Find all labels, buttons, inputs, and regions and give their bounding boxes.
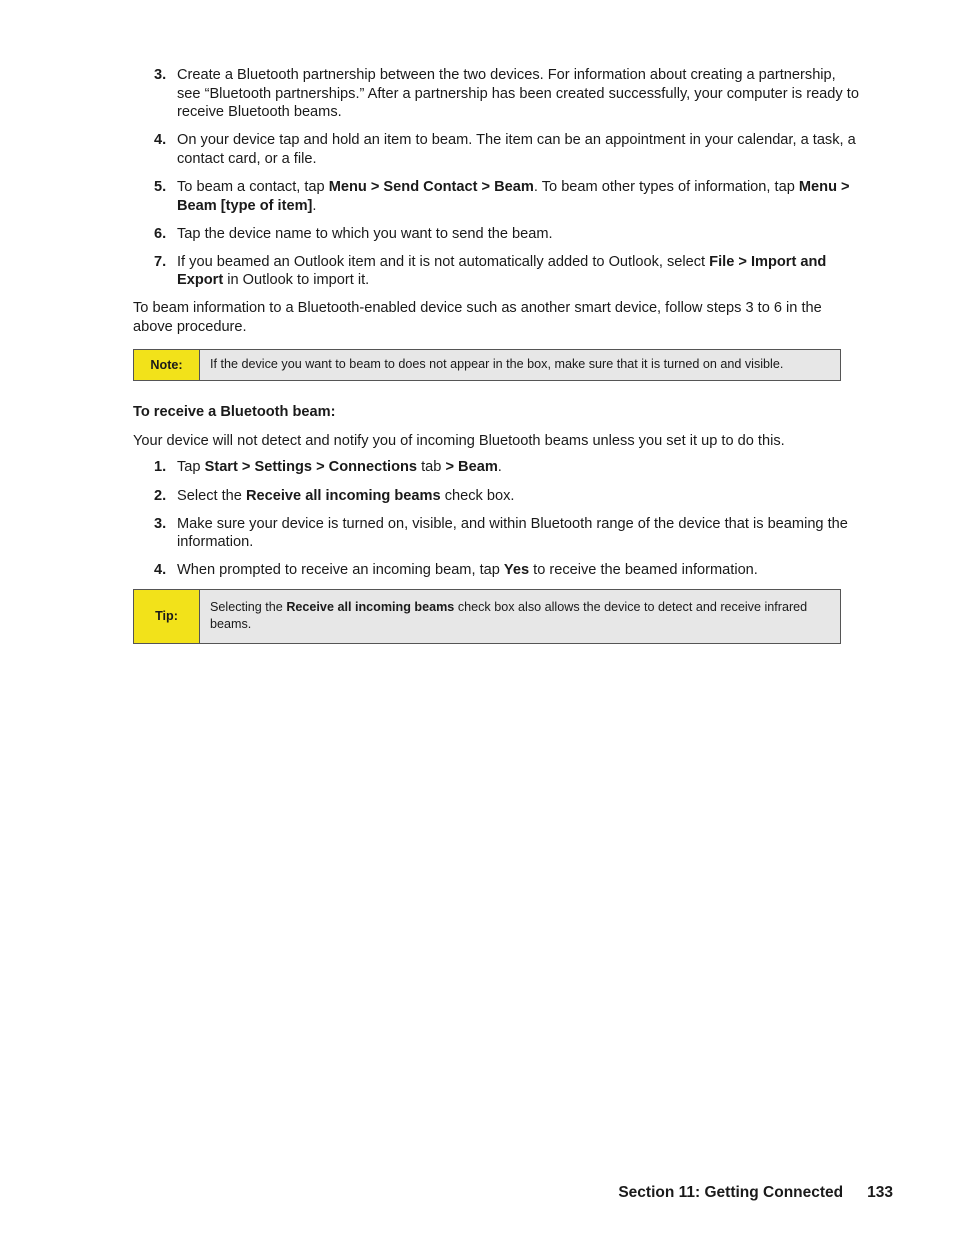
footer-section-title: Section 11: Getting Connected <box>618 1184 844 1201</box>
text-run: in Outlook to import it. <box>223 272 370 289</box>
list-item <box>133 178 859 215</box>
note-label: Note: <box>134 350 200 381</box>
list-item <box>133 131 859 168</box>
bold-text: Yes <box>503 562 530 579</box>
bold-text: Start > Settings > Connections <box>204 459 418 476</box>
step-number: 2. <box>154 487 167 504</box>
text-run: to receive the beamed information. <box>529 562 758 579</box>
tip-callout <box>133 589 841 643</box>
bold-text: Receive all incoming beams <box>245 487 441 504</box>
bold-text: Menu > Send Contact > Beam <box>328 178 534 195</box>
page-footer <box>560 1183 893 1203</box>
bold-text: File > Import and Export <box>177 253 827 289</box>
step-number: 3. <box>154 67 167 83</box>
text-run: On your device tap and hold an item to beam. The item can be an appointment in your calendar, a task, a contact card, or a file. <box>177 132 856 167</box>
text-run: Make sure your device is turned on, visible, and within Bluetooth range of the device that is beaming the information. <box>177 515 848 551</box>
step-number: 4. <box>154 562 167 579</box>
list-item <box>133 561 859 580</box>
tip-label: Tip: <box>134 590 200 642</box>
list-item <box>133 225 859 244</box>
list-item <box>133 487 859 506</box>
list-item <box>133 66 859 122</box>
beam-steps-list <box>133 66 859 290</box>
text-run: If you beamed an Outlook item and it is not automatically added to Outlook, select <box>177 253 710 270</box>
text-run: Tap <box>177 459 205 476</box>
tip-text <box>200 590 840 642</box>
step-number: 1. <box>154 459 167 476</box>
text-run: check box. <box>440 487 515 504</box>
step-number: 7. <box>154 253 167 270</box>
text-run: Tap the device name to which you want to send the beam. <box>177 225 553 242</box>
note-text: If the device you want to beam to does not appear in the box, make sure that it is turned on and visible. <box>210 356 784 371</box>
step-number: 5. <box>154 178 167 195</box>
step-number: 4. <box>154 132 167 149</box>
page-number: 133 <box>867 1184 893 1201</box>
text-run: check box also allows the device to detect and receive infrared beams. <box>210 600 808 631</box>
list-item <box>133 458 859 477</box>
bold-text: Receive all incoming beams <box>286 600 455 615</box>
text-run: . <box>312 197 317 214</box>
beam-info-paragraph: To beam information to a Bluetooth-enabled device such as another smart device, follow steps 3 to 6 in the above procedure. <box>133 300 822 336</box>
text-run: To beam a contact, tap <box>177 178 329 195</box>
list-item <box>133 515 859 552</box>
text-run: Create a Bluetooth partnership between the two devices. For information about creating a partnership, see “Bluetooth partnerships.” After a partnership has been created successfully, your computer is ready to receive Bluetooth beams. <box>177 67 859 121</box>
text-run: . <box>497 459 502 476</box>
list-item <box>133 253 859 290</box>
receive-steps-list <box>133 458 859 579</box>
bold-text: > Beam <box>445 459 498 476</box>
text-run: tab <box>417 459 446 476</box>
bold-text: Menu > Beam [type of item] <box>177 178 850 214</box>
receive-beam-intro: Your device will not detect and notify you of incoming Bluetooth beams unless you set it up to do this. <box>133 432 785 449</box>
text-run: Select the <box>177 487 246 504</box>
text-run: Selecting the <box>210 600 287 615</box>
text-run: When prompted to receive an incoming beam, tap <box>177 562 504 579</box>
step-number: 3. <box>154 515 167 532</box>
note-callout <box>133 349 841 382</box>
receive-beam-heading: To receive a Bluetooth beam: <box>133 404 336 421</box>
page-content <box>133 66 859 644</box>
text-run: . To beam other types of information, tap <box>533 178 799 195</box>
step-number: 6. <box>154 225 167 242</box>
